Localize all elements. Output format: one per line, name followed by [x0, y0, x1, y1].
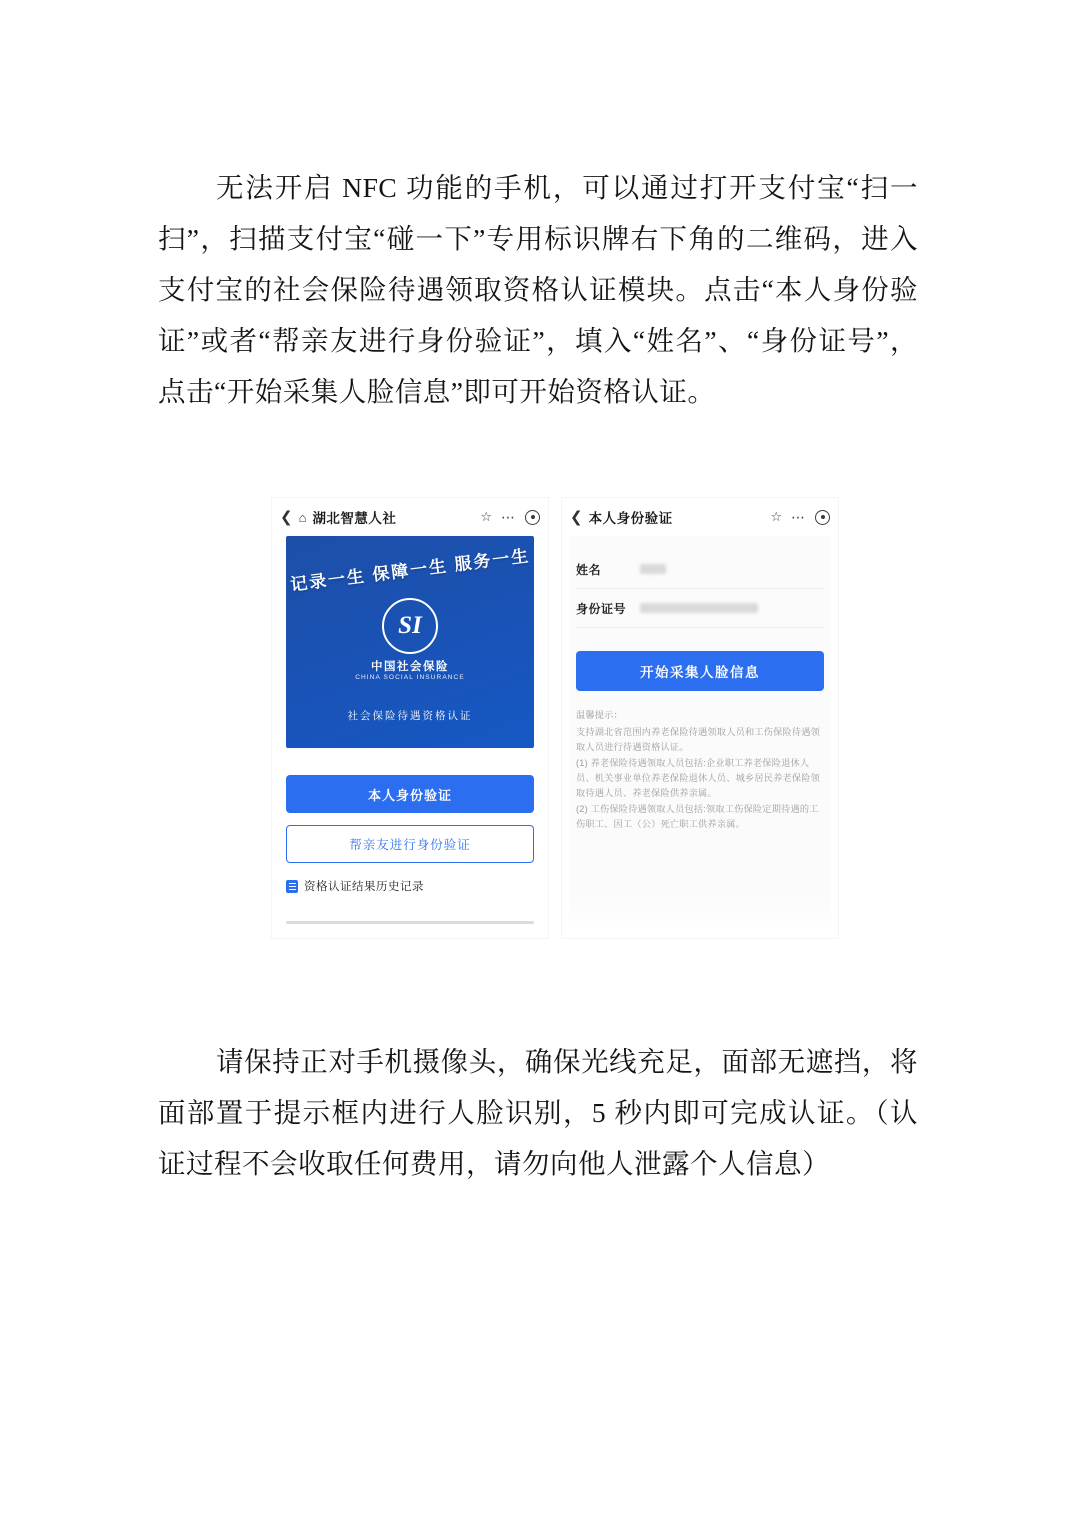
navbar-actions-left: [480, 509, 540, 526]
history-link-row[interactable]: [286, 878, 534, 894]
mini-program-title: 湖北智慧人社: [312, 511, 397, 526]
chevron-left-icon[interactable]: ❮: [570, 508, 583, 526]
mini-program-navbar-right: [562, 498, 838, 536]
banner-social-insurance: [286, 536, 534, 748]
phone-screen-left: [272, 498, 548, 938]
banner-org-en: CHINA SOCIAL INSURANCE: [355, 674, 465, 681]
list-document-icon: [286, 880, 298, 893]
paragraph-face-recognition-tips: 请保持正对手机摄像头，确保光线充足，面部无遮挡，将面部置于提示框内进行人脸识别，5 秒内即可完成认证。（认证过程不会收取任何费用，请勿向他人泄露个人信息）: [158, 1045, 918, 1179]
notice-title: 温馨提示：: [576, 710, 623, 720]
navbar-actions-right: [770, 509, 830, 526]
social-insurance-logo-icon: SI: [382, 598, 438, 654]
name-field-row[interactable]: [576, 550, 824, 589]
mini-program-navbar-left: [272, 498, 548, 536]
notice-line: (1) 养老保险待遇领取人员包括:企业职工养老保险退休人员、机关事业单位养老保险退休人员、城乡居民养老保险领取待遇人员、养老保险供养亲属。: [576, 758, 821, 798]
home-icon[interactable]: ⌂: [298, 509, 307, 525]
self-identity-verification-button[interactable]: 本人身份验证: [286, 775, 534, 813]
banner-subtitle: 社会保险待遇资格认证: [347, 710, 473, 722]
fade-overlay: [562, 900, 838, 938]
chevron-left-icon[interactable]: ❮: [280, 508, 293, 526]
identity-form: [562, 550, 838, 832]
bottom-indicator: [286, 921, 534, 924]
star-icon[interactable]: ☆: [770, 509, 782, 524]
name-input[interactable]: [640, 564, 666, 574]
embedded-screenshot: [272, 498, 839, 938]
id-number-field-row[interactable]: [576, 589, 824, 628]
notice-block: [576, 708, 824, 832]
history-link-label: 资格认证结果历史记录: [304, 881, 424, 893]
paragraph-instructions-nfc: 无法开启 NFC 功能的手机，可以通过打开支付宝“扫一扫”，扫描支付宝“碰一下”专用标识牌右下角的二维码，进入支付宝的社会保险待遇领取资格认证模块。点击“本人身份验证”或者“帮亲友进行身份验证”，填入“姓名”、“身份证号”，点击“开始采集人脸信息”即可开始资格认证。: [158, 171, 918, 407]
page-title: 本人身份验证: [588, 511, 673, 526]
id-number-field-label: 身份证号: [576, 601, 627, 616]
relative-identity-verification-button[interactable]: 帮亲友进行身份验证: [286, 825, 534, 863]
name-field-label: 姓名: [576, 562, 602, 577]
notice-line: (2) 工伤保险待遇领取人员包括:领取工伤保险定期待遇的工伤职工、因工（公）死亡职工供养亲属。: [576, 804, 819, 829]
more-dots-icon[interactable]: ⋯: [791, 508, 806, 525]
target-circle-icon[interactable]: [815, 510, 830, 525]
start-face-capture-button[interactable]: 开始采集人脸信息: [576, 651, 824, 691]
banner-org-cn: 中国社会保险: [371, 661, 449, 673]
star-icon[interactable]: ☆: [480, 509, 492, 524]
phone-screen-right: [562, 498, 838, 938]
target-circle-icon[interactable]: [525, 510, 540, 525]
banner-slogan: 记录一生 保障一生 服务一生: [289, 546, 532, 595]
more-dots-icon[interactable]: ⋯: [501, 508, 516, 525]
id-number-input[interactable]: [640, 603, 758, 613]
notice-line: 支持湖北省范围内养老保险待遇领取人员和工伤保险待遇领取人员进行待遇资格认证。: [576, 727, 821, 752]
